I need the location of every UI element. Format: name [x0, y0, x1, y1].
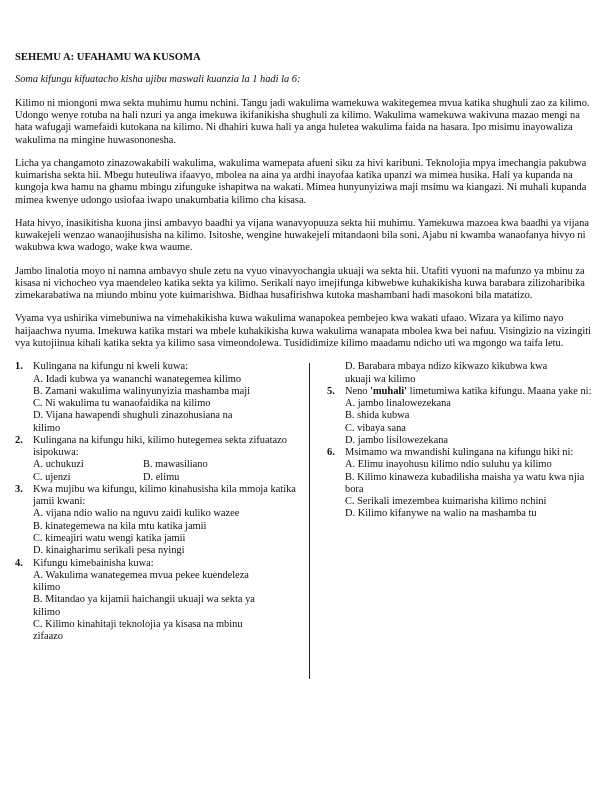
question-number: 4. [15, 557, 23, 569]
option-b[interactable]: B. kinategemewa na kila mtu katika jamii [33, 520, 207, 532]
option-b[interactable]: B. shida kubwa [345, 410, 410, 422]
option-a[interactable]: A. Idadi kubwa ya wananchi wanategemea kilimo [33, 373, 242, 385]
option-b[interactable]: B. Kilimo kinaweza kubadilisha maisha ya watu kwa njia bora [345, 471, 585, 495]
option-d[interactable]: D. kinaigharimu serikali pesa nyingi [33, 545, 185, 557]
passage-paragraph-3: Hata hivyo, inasikitisha kuona jinsi ambavyo baadhi ya vijana wanavyopuuza sekta hii muhimu. Yamekuwa mazoea kwa baadhi ya vijana kuwakejeli wenzao wanaojihusisha na kilimo. Isitoshe, wengine huwakejeli mitandaoni bila soni. Ajabu ni kwamba wanaofanya hivyo ni wakubwa kwa wadogo, wake kwa waume. [15, 217, 589, 254]
option-c[interactable]: C. vibaya sana [345, 422, 406, 434]
option-d[interactable]: D. jambo lisilowezekana [345, 434, 449, 446]
option-d[interactable]: D. Vijana hawapendi shughuli zinazohusiana na [33, 410, 233, 422]
question-stem: Kulingana na kifungu hiki, kilimo hutegemea sekta zifuatazo isipokuwa: [33, 434, 287, 459]
option-b[interactable]: B. Zamani wakulima walinyunyizia mashamba maji [33, 385, 250, 397]
option-c[interactable]: C. kimeajiri watu wengi katika jamii [33, 533, 186, 544]
option-d[interactable]: D. Kilimo kifanywe na walio na mashamba tu [345, 508, 537, 520]
question-stem: Kifungu kimebainisha kuwa: [33, 557, 154, 569]
option-c[interactable]: C. Serikali imezembea kuimarisha kilimo nchini [345, 496, 547, 508]
section-heading: SEHEMU A: UFAHAMU WA KUSOMA [15, 52, 201, 63]
question-2 [15, 435, 301, 484]
highlighted-word: 'muhali' [370, 385, 408, 397]
question-stem: Kulingana na kifungu ni kweli kuwa: [33, 361, 188, 373]
question-stem: Kwa mujibu wa kifungu, kilimo kinahusisha kila mmoja katika jamii kwani: [33, 483, 296, 508]
option-d[interactable]: D. elimu [143, 471, 180, 483]
option-a[interactable]: A. jambo linalowezekana [345, 398, 451, 410]
option-b-continued: kilimo [33, 606, 61, 618]
option-b[interactable]: B. mawasiliano [143, 459, 208, 471]
passage-paragraph-2: Licha ya changamoto zinazowakabili wakulima, wakulima wamepata afueni siku za hivi karibuni. Teknolojia mpya imechangia pakubwa kuimarisha sekta hii. Mbegu huteuliwa ifaavyo, mbolea na aina ya ardhi inayofaa katika upanzi wa mimea husika. Hali ya kupanda na kungoja kwa hamu na ghamu mbingu zifunguke ishapitwa na wakati. Mimea hunyunyiziwa maji msimu wa kiangazi. Ni muhali kupanda mimea kwenye udongo usiofaa iwapo unakumbatia kilimo cha kisasa. [15, 157, 587, 206]
option-d[interactable]: D. Barabara mbaya ndizo kikwazo kikubwa kwa [345, 361, 548, 373]
instruction: Soma kifungu kifuatacho kisha ujibu maswali kuanzia la 1 hadi la 6: [15, 73, 301, 85]
passage-paragraph-4: Jambo linalotia moyo ni namna ambavyo shule zetu na vyuo vinavyochangia ukuaji wa sekta hii. Utafiti vyuoni na mafunzo ya mbinu za kisasa ni vichocheo vya maendeleo katika sekta ya kilimo. Serikali nayo imejifunga kibwebwe kuhakikisha kuwa barabara zilizoharibika zimekarabatiwa na miundo mbinu yote kuimarishwa. Bidhaa husafirishwa kutoka mashambani hadi masokoni bila matatizo. [15, 265, 585, 302]
option-a[interactable]: A. uchukuzi [33, 459, 84, 471]
option-c[interactable]: C. ujenzi [33, 471, 71, 483]
question-stem [345, 386, 597, 398]
question-stem: Msimamo wa mwandishi kulingana na kifungu hiki ni: [345, 447, 574, 459]
passage-paragraph-1: Kilimo ni miongoni mwa sekta muhimu humu nchini. Tangu jadi wakulima wamekuwa wakitegemea mvua katika shughuli zao za kilimo. Udongo wenye rotuba na hali nzuri ya anga imekuwa ikifanikisha shughuli za kilimo. Wakulima wamekuwa wakivuna mazao mengi na hata wafugaji wamefaidi kutokana na kilimo. Ni dhahiri kuwa hali ya anga huletea wakulima faida na hasara. Ipo misimu inayowaliza wakulima na mingine huwasononesha. [15, 97, 590, 146]
question-number: 1. [15, 361, 23, 373]
option-c-continued: zifaazo [33, 631, 63, 643]
option-a[interactable]: A. Elimu inayohusu kilimo ndio suluhu ya kilimo [345, 459, 552, 471]
option-a[interactable]: A. Wakulima wanategemea mvua pekee kuendeleza [33, 569, 249, 581]
question-5 [327, 386, 597, 447]
questions-right-column [309, 361, 597, 643]
question-3 [15, 484, 301, 558]
stem-text: Neno [345, 385, 371, 397]
stem-text: limetumiwa katika kifungu. Maana yake ni: [407, 385, 592, 397]
question-number: 6. [327, 447, 335, 459]
question-4-continued [327, 361, 597, 386]
option-a[interactable]: A. vijana ndio walio na nguvu zaidi kuliko wazee [33, 508, 240, 520]
option-d-continued: ukuaji wa kilimo [345, 373, 416, 385]
questions-left-column [15, 361, 309, 643]
passage-paragraph-5: Vyama vya ushirika vimebuniwa na vimehakikisha kuwa wakulima wanapokea pembejeo kwa wakati ufaao. Wizara ya kilimo nayo haijaachwa nyuma. Imekuwa katika mstari wa mbele kuhakikisha kuwa wakulima wanapata mbolea kwa bei nafuu. Visingizio na vizingiti vya kutojiinua kihali katika sekta ya kilimo sasa vimeondolewa. Tusididimize kilimo maadamu ndicho uti wa mgongo wa taifa letu. [15, 313, 591, 350]
questions [15, 361, 597, 643]
question-number: 5. [327, 385, 335, 397]
question-6 [327, 447, 597, 521]
question-number: 3. [15, 483, 23, 495]
option-c[interactable]: C. Ni wakulima tu wanaofaidika na kilimo [33, 398, 211, 410]
option-d-continued: kilimo [33, 422, 61, 434]
exam-page [15, 52, 597, 643]
question-number: 2. [15, 434, 23, 446]
column-divider [309, 363, 310, 679]
option-a-continued: kilimo [33, 582, 61, 594]
option-c[interactable]: C. Kilimo kinahitaji teknolojia ya kisasa na mbinu [33, 618, 243, 630]
option-b[interactable]: B. Mitandao ya kijamii haichangii ukuaji wa sekta ya [33, 594, 255, 606]
question-1 [15, 361, 301, 435]
question-4 [15, 558, 301, 644]
